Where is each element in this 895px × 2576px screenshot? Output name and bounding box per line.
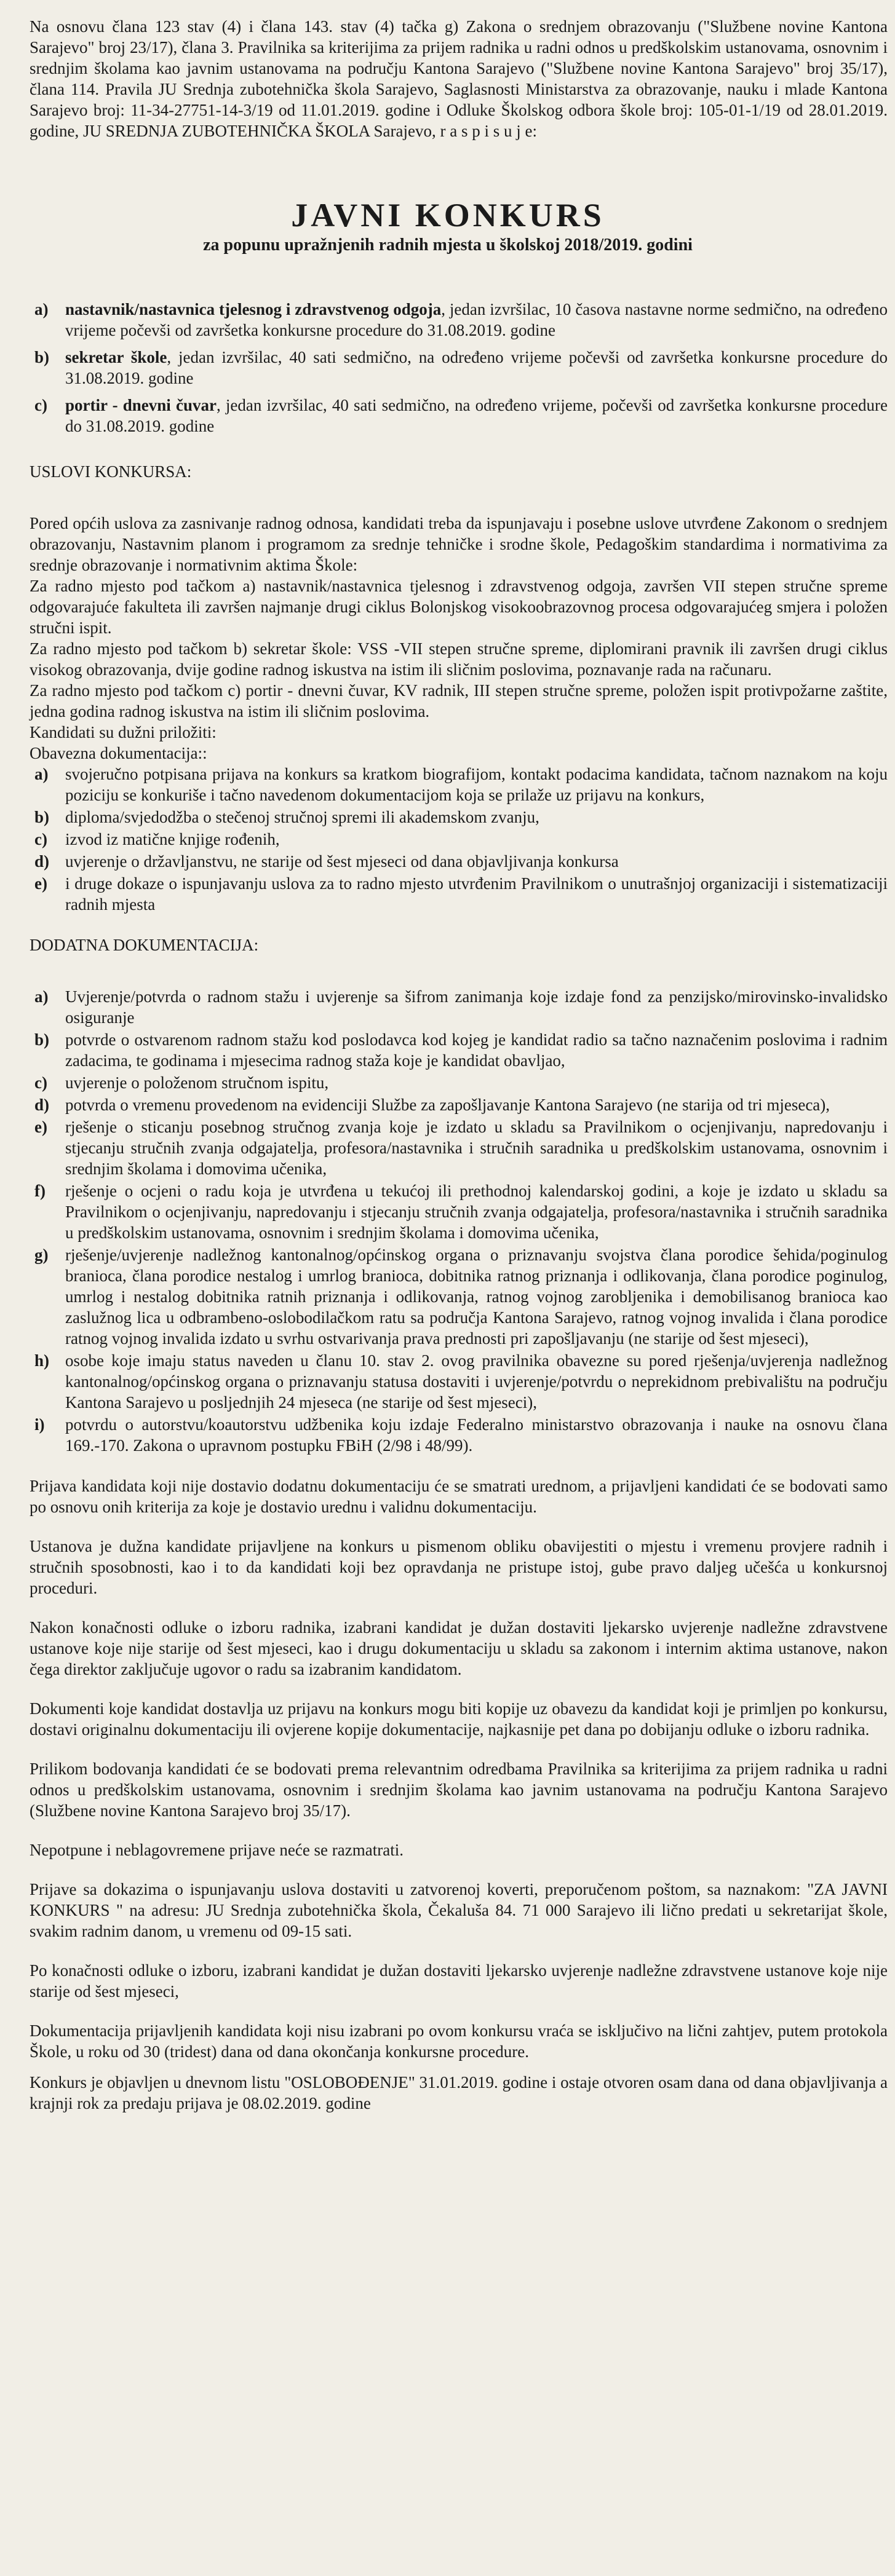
list-item xyxy=(30,764,888,805)
list-item-text: uvjerenje o državljanstvu, ne starije od šest mjeseci od dana objavljivanja konkursa xyxy=(65,852,619,871)
list-item xyxy=(30,1116,888,1179)
list-item xyxy=(30,1244,888,1349)
closing-paragraph: Dokumentacija prijavljenih kandidata koji nisu izabrani po ovom konkursu vraća se isključivo na lični zahtjev, putem protokola Škole, u roku od 30 (tridest) dana od dana okončanja konkursne procedure. xyxy=(30,2021,888,2061)
closing-paragraph: Nakon konačnosti odluke o izboru radnika, izabrani kandidat je dužan dostaviti ljekarsko uvjerenje nadležne zdravstvene ustanove koje nije starije od šest mjeseci, kao i drugu dokumentaciju u skladu sa zakonom i internim aktima ustanove, nakon čega direktor zaključuje ugovor o radu sa izabranim kandidatom. xyxy=(30,1618,888,1678)
list-marker: d) xyxy=(34,1096,50,1114)
uslovi-heading: USLOVI KONKURSA: xyxy=(30,462,192,481)
list-item-text: potvrda o vremenu provedenom na evidenciji Službe za zapošljavanje Kantona Sarajevo (ne starija od tri mjeseca), xyxy=(65,1096,830,1114)
position-item xyxy=(30,299,888,341)
list-item xyxy=(30,1180,888,1243)
closing-paragraph: Nepotpune i neblagovremene prijave neće se razmatrati. xyxy=(30,1841,404,1859)
list-marker: i) xyxy=(34,1415,45,1434)
list-item-text: Uvjerenje/potvrda o radnom stažu i uvjerenje sa šifrom zanimanja koje izdaje fond za penzijsko/mirovinsko-invalidsko osiguranje xyxy=(65,987,888,1027)
list-item-text: i druge dokaze o ispunjavanju uslova za to radno mjesto utvrđenim Pravilnikom o unutrašnjoj organizaciji i sistematizaciji radnih mjesta xyxy=(65,874,888,914)
position-details: , jedan izvršilac, 40 sati sedmično, na određeno vrijeme počevši od završetka konkursne procedure do 31.08.2019. godine xyxy=(65,348,888,387)
list-marker: a) xyxy=(34,765,49,783)
document-title: JAVNI KONKURS xyxy=(291,197,605,234)
position-title: sekretar škole xyxy=(65,348,167,366)
list-item-text: diploma/svjedodžba o stečenoj stručnoj spremi ili akademskom zvanju, xyxy=(65,808,539,826)
uslovi-paragraph: Pored općih uslova za zasnivanje radnog odnosa, kandidati treba da ispunjavaju i posebne uslove utvrđene Zakonom o srednjem obrazovanju, Nastavnim planom i programom za srednje tehničke i srodne škole, Pedagoškim standardima i normativima za srednje obrazovanje i normativnim aktima Škole: xyxy=(30,514,888,574)
closing-paragraph: Prijava kandidata koji nije dostavio dodatnu dokumentaciju će se smatrati urednom, a prijavljeni kandidati će se bodovati samo po osnovu onih kriterija za koje je dostavio urednu i validnu dokumentaciju. xyxy=(30,1477,888,1516)
uslovi-paragraph: Obavezna dokumentacija:: xyxy=(30,744,207,762)
list-item xyxy=(30,1029,888,1071)
closing-paragraph: Konkurs je objavljen u dnevnom listu "OSLOBOĐENJE" 31.01.2019. godine i ostaje otvoren osam dana od dana objavljivanja a krajnji rok za predaju prijava je 08.02.2019. godine xyxy=(30,2073,888,2112)
intro-paragraph: Na osnovu člana 123 stav (4) i člana 143. stav (4) tačka g) Zakona o srednjem obrazovanju ("Službene novine Kantona Sarajevo" broj 23/17), člana 3. Pravilnika sa kriterijima za prijem radnika u radni odnos u predškolskim ustanovama, osnovnim i srednjim školama kao javnim ustanovama na području Kantona Sarajevo ("Službene novine Kantona Sarajevo" broj 35/17), člana 114. Pravila JU Srednja zubotehnička škola Sarajevo, Saglasnosti Ministarstva za obrazovanje, nauku i mlade Kantona Sarajevo broj: 11-34-27751-14-3/19 od 11.01.2019. godine i Odluke Školskog odbora škole broj: 105-01-1/19 od 28.01.2019. godine, JU SREDNJA ZUBOTEHNIČKA ŠKOLA Sarajevo, r a s p i s u j e: xyxy=(30,17,888,140)
list-marker: f) xyxy=(34,1182,46,1200)
list-marker: a) xyxy=(34,300,49,318)
list-item-text: rješenje o sticanju posebnog stručnog zvanja koje je izdato u skladu sa Pravilnikom o ocjenjivanju, napredovanju i stjecanju stručnih zvanja odgajatelja, profesora/nastavnika i stručnih saradnika u predškolskim ustanovama, osnovnim i srednjim školama i domovima učenika, xyxy=(65,1118,888,1178)
list-marker: a) xyxy=(34,987,49,1006)
list-marker: c) xyxy=(34,1073,47,1092)
list-item-text: izvod iz matične knjige rođenih, xyxy=(65,830,280,848)
list-item-text: svojeručno potpisana prijava na konkurs sa kratkom biografijom, kontakt podacima kandidata, tačnom naznakom na koju poziciju se konkuriše i tačno navedenom dokumentacijom koja se prilaže uz prijavu na konkurs, xyxy=(65,765,888,804)
dodatna-heading: DODATNA DOKUMENTACIJA: xyxy=(30,936,259,954)
uslovi-paragraph: Za radno mjesto pod tačkom b) sekretar škole: VSS -VII stepen stručne spreme, diplomirani pravnik ili završen drugi ciklus visokog obrazovanja, dvije godine radnog iskustva na istim ili sličnim poslovima, poznavanje rada na računaru. xyxy=(30,639,888,679)
list-item xyxy=(30,986,888,1028)
list-item xyxy=(30,1414,888,1456)
closing-paragraph: Ustanova je dužna kandidate prijavljene na konkurs u pismenom obliku obavijestiti o mjestu i vremenu provjere radnih i stručnih sposobnosti, kao i to da kandidati koji bez opravdanja ne pristupe istoj, gube pravo daljeg učešća u konkursnoj proceduri. xyxy=(30,1537,888,1597)
list-item xyxy=(30,851,888,872)
position-item xyxy=(30,347,888,389)
list-item xyxy=(30,807,888,828)
list-item-text: osobe koje imaju status naveden u članu 10. stav 2. ovog pravilnika obavezne su pored rješenja/uvjerenja nadležnog kantonalnog/općinskog organa o priznavanju statusa dostaviti i uvjerenje/potvrdu o neprekidnom prebivalištu na području Kantona Sarajevo u posljednjih 24 mjeseca (ne starije od šest mjeseci), xyxy=(65,1351,888,1412)
list-marker: e) xyxy=(34,874,47,893)
dodatna-list xyxy=(30,986,888,1456)
list-item xyxy=(30,1350,888,1413)
list-item xyxy=(30,1072,888,1093)
position-title: portir - dnevni čuvar xyxy=(65,396,217,414)
list-marker: h) xyxy=(34,1351,50,1370)
position-item xyxy=(30,395,888,437)
list-marker: c) xyxy=(34,396,47,414)
positions-list xyxy=(30,299,888,437)
list-item xyxy=(30,829,888,850)
list-marker: e) xyxy=(34,1118,47,1136)
list-item-text: potvrde o ostvarenom radnom stažu kod poslodavca kod kojeg je kandidat radio sa tačno naznačenim poslovima i radnim zadacima, te godinama i mjesecima radnog staža koje je kandidat obavljao, xyxy=(65,1030,888,1070)
list-item xyxy=(30,873,888,915)
closing-paragraph: Prilikom bodovanja kandidati će se bodovati prema relevantnim odredbama Pravilnika sa kriterijima za prijem radnika u radni odnos u predškolskim ustanovama, osnovnim i srednjim školama kao javnim ustanovama na području Kantona Sarajevo (Službene novine Kantona Sarajevo broj 35/17). xyxy=(30,1760,888,1820)
obavezna-list xyxy=(30,764,888,915)
list-marker: b) xyxy=(34,1030,50,1049)
uslovi-paragraph: Za radno mjesto pod tačkom c) portir - dnevni čuvar, KV radnik, III stepen stručne spreme, položen ispit protivpožarne zaštite, jedna godina radnog iskustva na istim ili sličnim poslovima. xyxy=(30,681,888,721)
document-subtitle: za popunu upražnjenih radnih mjesta u školskoj 2018/2019. godini xyxy=(203,235,693,255)
list-marker: c) xyxy=(34,830,47,848)
list-item-text: rješenje/uvjerenje nadležnog kantonalnog/općinskog organa o priznavanju svojstva člana porodice šehida/poginulog branioca, člana porodice nestalog i umrlog branioca, dobitnika ratnog priznanja i odlikovanja, člana porodice poginulog, umrlog i nestalog dobitnika ratnih priznanja i odlikovanja, ratnog vojnog zarobljenika i demobilisanog branioca kao zaslužnog lica u odbrambeno-oslobodilačkom ratu sa područja Kantona Sarajevo, ratnog vojnog invalida i člana porodice ratnog vojnog invalida izdato u svrhu ostvarivanja prava prednosti pri zapošljavanju (ne starije od šest mjeseci), xyxy=(65,1246,888,1348)
uslovi-paragraph: Kandidati su dužni priložiti: xyxy=(30,723,217,741)
uslovi-paragraph: Za radno mjesto pod tačkom a) nastavnik/nastavnica tjelesnog i zdravstvenog odgoja, završen VII stepen stručne spreme odgovarajuće fakulteta ili završen najmanje drugi ciklus Bolonjskog visokoobrazovnog procesa odgovarajućeg smjera i položen stručni ispit. xyxy=(30,577,888,637)
list-item-text: uvjerenje o položenom stručnom ispitu, xyxy=(65,1073,329,1092)
list-item-text: rješenje o ocjeni o radu koja je utvrđena u tekućoj ili prethodnoj kalendarskoj godini, a koje je izdato u skladu sa Pravilnikom o ocjenjivanju, napredovanju i stjecanju stručnih zvanja odgajatelja, profesora/nastavnika i stručnih saradnika u predškolskim ustanovama, osnovnim i srednjim školama i domovima učenika, xyxy=(65,1182,888,1242)
list-item xyxy=(30,1094,888,1115)
position-details: , jedan izvršilac, 40 sati sedmično, na određeno vrijeme, počevši od završetka konkursne procedure do 31.08.2019. godine xyxy=(65,396,888,435)
position-title: nastavnik/nastavnica tjelesnog i zdravstvenog odgoja xyxy=(65,300,442,318)
closing-paragraph: Prijave sa dokazima o ispunjavanju uslova dostaviti u zatvorenoj koverti, preporučenom poštom, sa naznakom: "ZA JAVNI KONKURS " na adresu: JU Srednja zubotehnička škola, Čekaluša 84. 71 000 Sarajevo ili lično predati u sekretarijat škole, svakim radnim danom, u vremenu od 09-15 sati. xyxy=(30,1880,888,1940)
list-marker: b) xyxy=(34,808,50,826)
list-item-text: potvrdu o autorstvu/koautorstvu udžbenika koju izdaje Federalno ministarstvo obrazovanja i nauke na osnovu člana 169.-170. Zakona o upravnom postupku FBiH (2/98 i 48/99). xyxy=(65,1415,888,1455)
list-marker: d) xyxy=(34,852,50,871)
position-details: , jedan izvršilac, 10 časova nastavne norme sedmično, na određeno vrijeme počevši od završetka konkursne procedure do 31.08.2019. godine xyxy=(65,300,888,339)
closing-paragraph: Dokumenti koje kandidat dostavlja uz prijavu na konkurs mogu biti kopije uz obavezu da kandidat koji je primljen po konkursu, dostavi originalnu dokumentaciju ili ovjerene kopije dokumentacije, najkasnije pet dana po dobijanju odluke o izboru radnika. xyxy=(30,1699,888,1739)
list-marker: g) xyxy=(34,1246,49,1264)
list-marker: b) xyxy=(34,348,50,366)
closing-paragraph: Po konačnosti odluke o izboru, izabrani kandidat je dužan dostaviti ljekarsko uvjerenje nadležne zdravstvene ustanove koje nije starije od šest mjeseci, xyxy=(30,1961,888,2001)
